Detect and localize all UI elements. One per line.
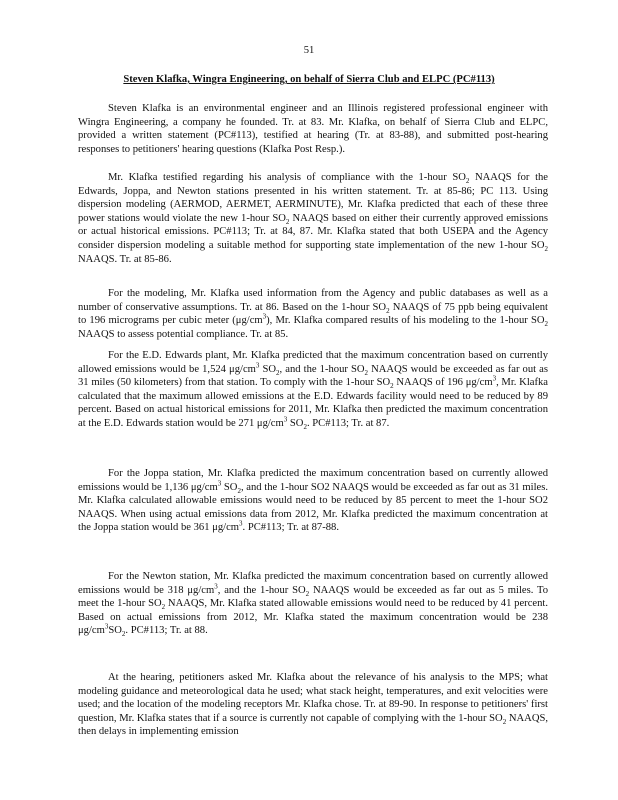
text-run: SO [287,417,304,429]
text-run: 2 [465,177,470,186]
text-run: 3 [283,415,288,424]
text-run: 2 [285,217,290,226]
text-run: SO [221,481,238,493]
text-run: NAAQS based on either their currently approved emissions or actual historical emissions. PC#113; Tr. at 84, 87. Mr. Klafka stated that both USEPA and the Agency consider dispersion modeling a suitable method for supporting state implementation of the new 1-hour SO [78,212,548,251]
paragraph-6 [78,570,548,638]
text-run: . PC#113; Tr. at 88. [125,625,208,637]
text-run: SO [259,363,277,375]
text-run: . PC#113; Tr. at 87-88. [242,522,339,534]
text-run: , and the 1-hour SO [279,363,365,375]
text-run: 3 [492,374,497,383]
text-run: 2 [544,320,548,329]
paragraph-6-text [78,571,549,639]
text-run: 2 [237,486,241,495]
text-run: ), Mr. Klafka compared results of his modeling to the 1-hour SO [266,315,545,327]
text-run: 2 [303,423,307,432]
text-run: NAAQS, Mr. Klafka stated allowable emissions would need to be reduced by 41 percent. Based on actual emissions from 2012, Mr. Klafka stated the maximum concentration would be 238 μg/cm [78,598,548,637]
paragraph-4 [78,349,548,431]
text-run: 2 [544,245,548,254]
section-heading: Steven Klafka, Wingra Engineering, on behalf of Sierra Club and ELPC (PC#113) [123,74,495,85]
text-run: NAAQS to assess potential compliance. Tr. at 85. [78,328,289,340]
text-run: Mr. Klafka testified regarding his analysis of compliance with the 1-hour SO [108,172,466,183]
text-run: NAAQS. Tr. at 85-86. [78,253,172,265]
paragraph-3-text [78,288,548,340]
paragraph-1-text [78,103,548,155]
text-run: 3 [214,582,218,591]
paragraph-2-text [78,172,548,265]
text-run: NAAQS of 75 ppb being equivalent to 196 micrograms per cubic meter (μg/cm [78,301,549,327]
text-run: For the Newton station, Mr. Klafka predicted the maximum concentration based on currently allowed emissions would be 318 μg/cm [78,571,548,596]
text-run: 2 [305,589,310,598]
text-run: NAAQS would be exceeded as far out as 5 miles. To meet the 1-hour SO [78,584,549,610]
text-run: 2 [364,368,369,377]
text-run: 3 [239,519,243,528]
text-run: NAAQS, then delays in implementing emission [78,712,549,738]
text-run: 3 [104,622,109,631]
text-run: 2 [276,368,280,377]
paragraph-5-text [78,468,548,533]
text-run: , and the 1-hour SO [217,584,306,596]
paragraph-3 [78,287,548,341]
text-run: SO [108,625,122,637]
text-run: 3 [262,312,267,321]
text-run: NAAQS of 196 μg/cm [393,377,493,389]
paragraph-7 [78,671,548,739]
page-number: 51 [303,45,315,56]
paragraph-1 [78,102,548,156]
text-run: , and the 1-hour SO2 NAAQS would be exceeded as far out as 31 miles. Mr. Klafka calculated allowable emissions would need to be reduced by 85 percent to meet the 1-hour SO2 NAAQS. When using actual emissions data from 2012, Mr. Klafka predicted the maximum concentration at the Joppa station would be 361 μg/cm [78,481,548,534]
paragraph-5 [78,467,548,535]
text-run: 3 [255,361,260,370]
text-run: 3 [217,479,222,488]
text-run: For the E.D. Edwards plant, Mr. Klafka predicted that the maximum concentration based on currently allowed emissions would be 1,524 μg/cm [78,350,548,375]
text-run: 2 [390,382,394,391]
paragraph-4-text [78,350,548,432]
text-run: Steven Klafka is an environmental engineer and an Illinois registered professional engineer with Wingra Engineering, a company he founded. Tr. at 83. Mr. Klafka, on behalf of Sierra Club and ELPC, provided a written statement (PC#113), testified at hearing (Tr. at 83-88), and submitted post-hearing responses to petitioners' hearing questions (Klafka Post Resp.). [78,103,548,155]
text-run: NAAQS would be exceeded as far out as 31 miles (50 kilometers) from that station. To comply with the 1-hour SO [78,363,548,389]
paragraph-2 [78,171,548,266]
text-run: 2 [386,306,390,315]
text-run: 2 [121,630,126,639]
text-run: , Mr. Klafka calculated that the maximum allowed emissions at the E.D. Edwards facility would need to be reduced by 89 percent. Based on actual historical emissions for 2011, Mr. Klafka then predicted the maximum concentration at the E.D. Edwards station would be 271 μg/cm [78,377,548,429]
text-run: For the modeling, Mr. Klafka used information from the Agency and public databases as well as a number of conservative assumptions. Tr. at 86. Based on the 1-hour SO [78,288,548,313]
text-run: 2 [502,717,507,726]
text-run: NAAQS for the Edwards, Joppa, and Newton stations presented in his written statement. Tr. at 85-86; PC 113. Using dispersion modeling (AERMOD, AERMET, AERMINUTE), Mr. Klafka predicted that each of these three power stations would violate the new 1-hour SO [78,172,549,224]
text-run: . PC#113; Tr. at 87. [306,417,390,429]
text-run: 2 [161,603,166,612]
text-run: For the Joppa station, Mr. Klafka predicted the maximum concentration based on currently allowed emissions would be 1,136 μg/cm [78,468,548,493]
text-run: At the hearing, petitioners asked Mr. Klafka about the relevance of his analysis to the MPS; what modeling guidance and meteorological data he used; what stack height, temperatures, and exit velocities were used; and the location of the modeling receptors Mr. Klafka chose. Tr. at 89-90. In response to petitioners' first question, Mr. Klafka states that if a source is currently not capable of complying with the 1-hour SO [78,672,548,724]
paragraph-7-text [78,672,548,737]
